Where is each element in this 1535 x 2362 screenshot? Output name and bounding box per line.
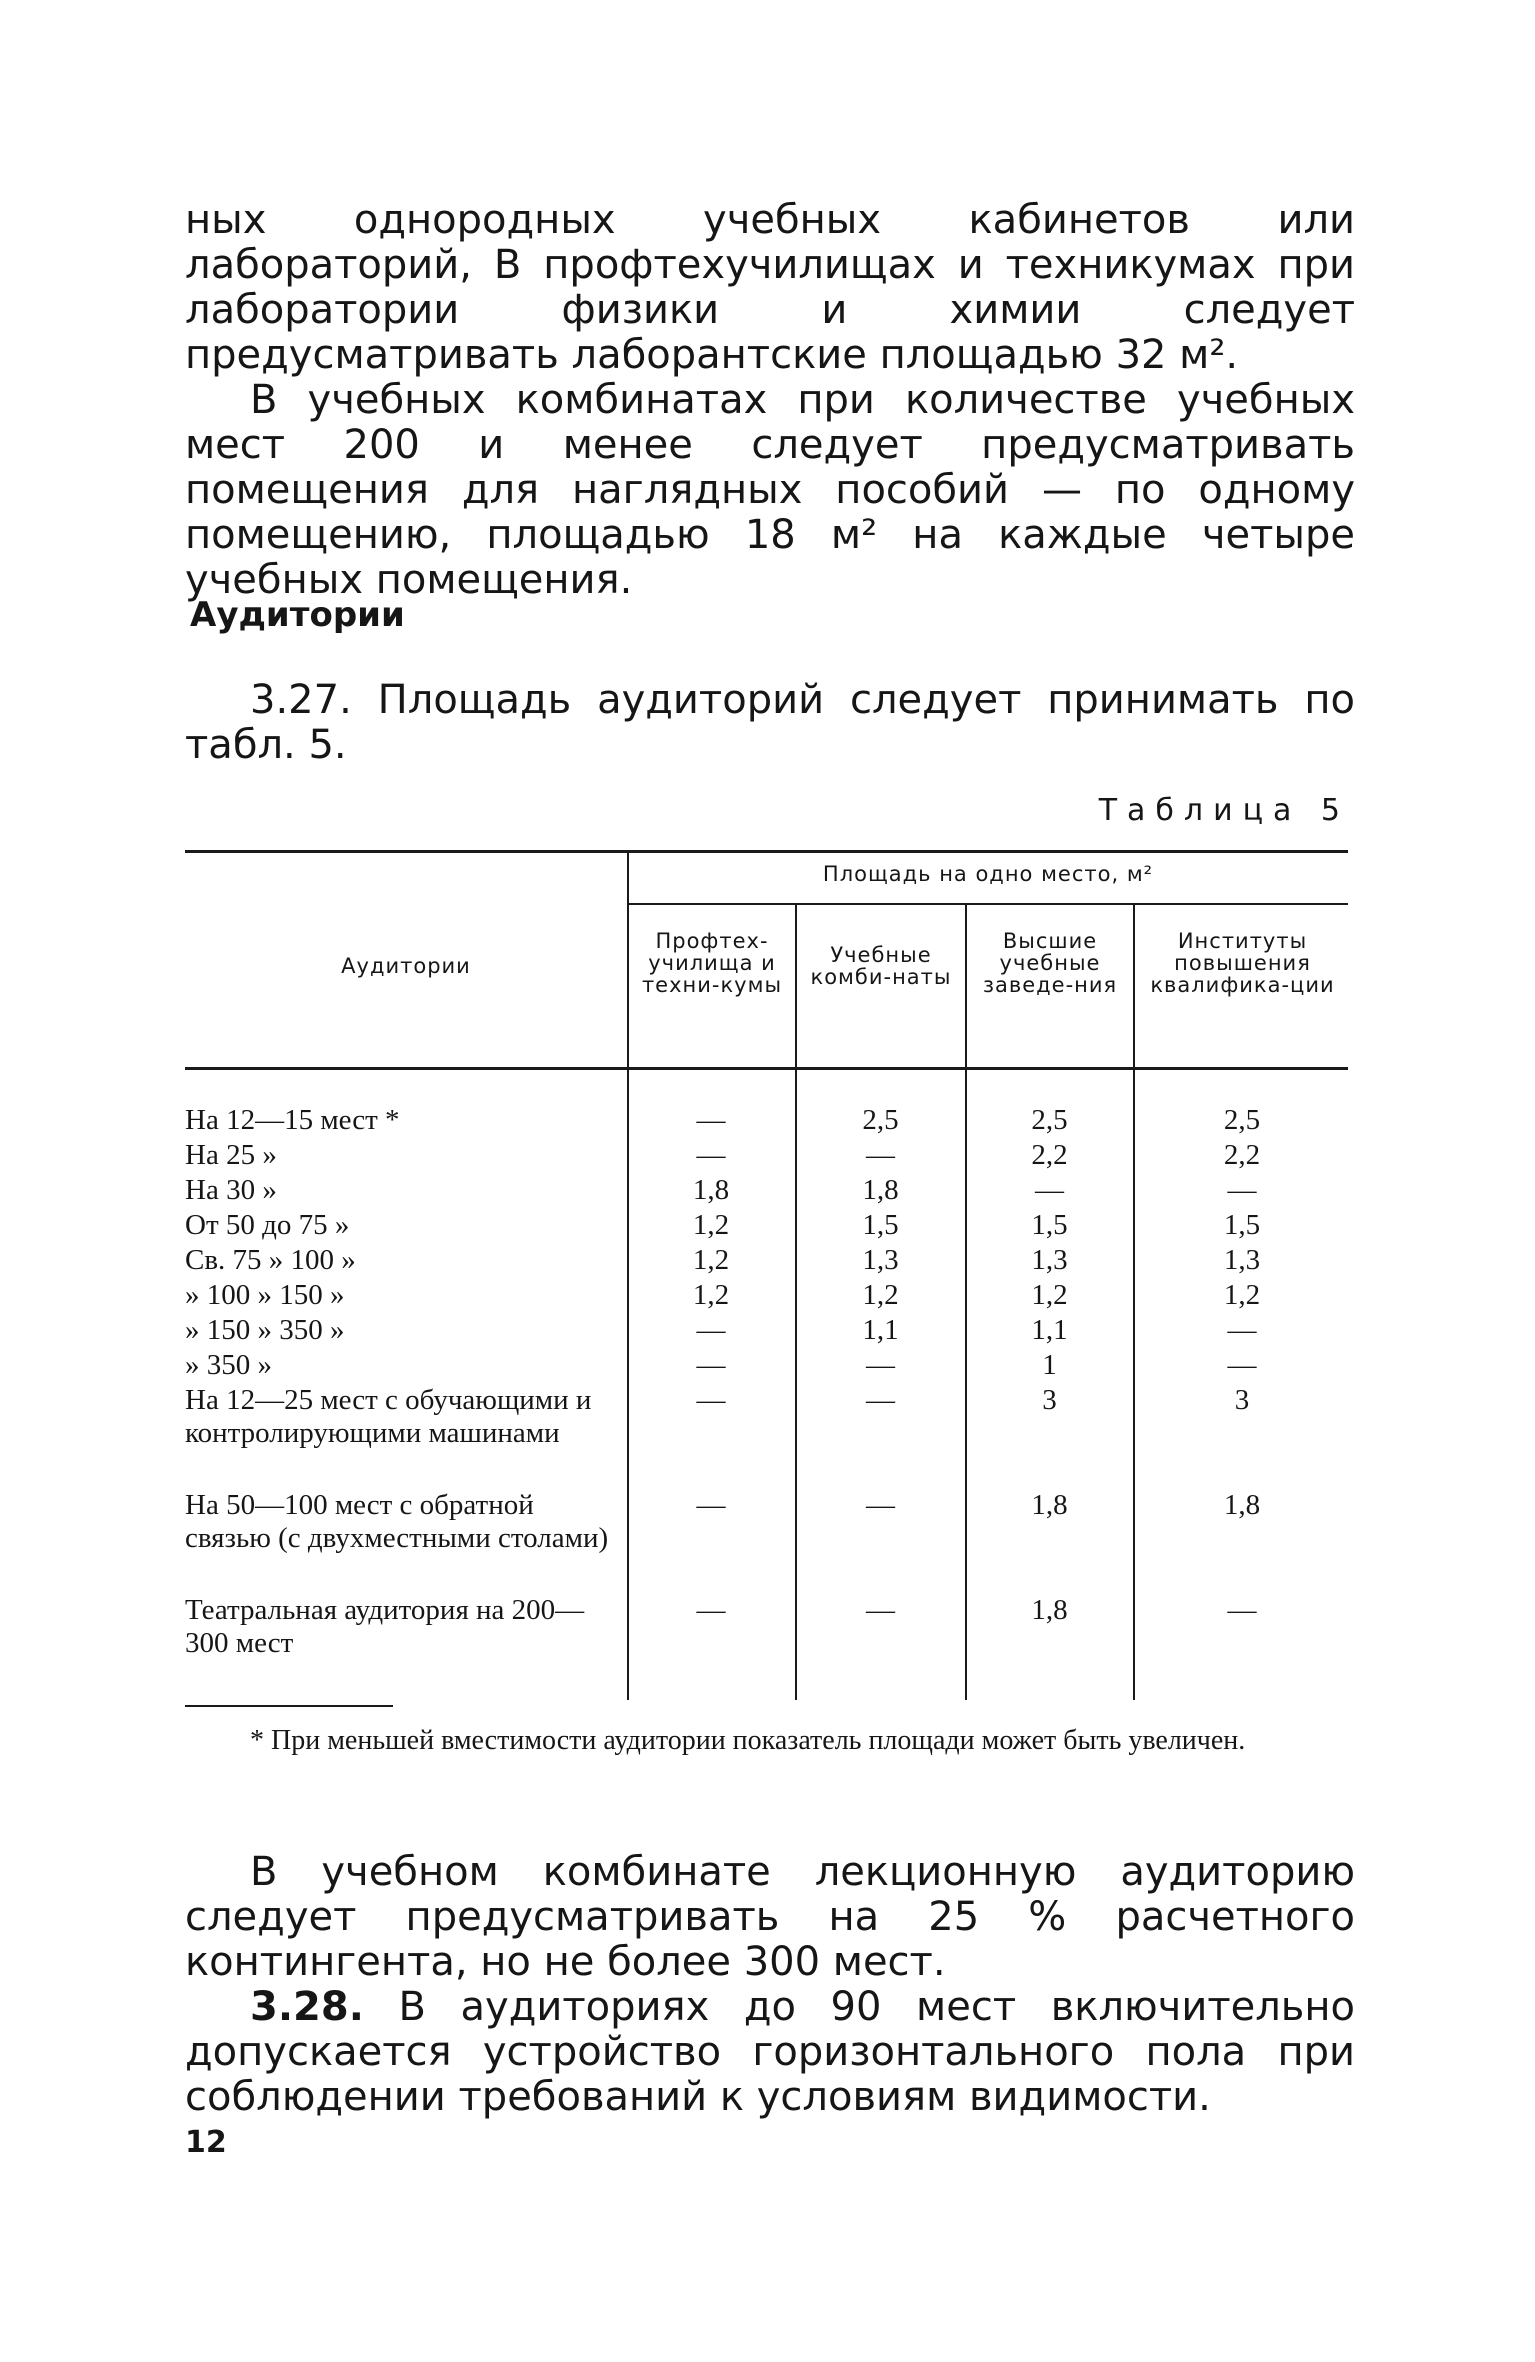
table-cell: — xyxy=(866,1349,895,1381)
table-cell: 2,2 xyxy=(1223,1139,1261,1171)
table-caption: Таблица 5 xyxy=(1098,793,1350,828)
table-cell: — xyxy=(696,1104,726,1136)
table-cell: — xyxy=(696,1139,726,1171)
table-cell: 1,2 xyxy=(692,1209,730,1241)
table-cell: — xyxy=(866,1139,895,1171)
table-cell: 2,5 xyxy=(1223,1104,1261,1136)
table-cell: 1,2 xyxy=(862,1279,899,1311)
table-cell: 1,1 xyxy=(862,1314,899,1346)
table-group-header: Площадь на одно место, м² xyxy=(822,862,1154,886)
table-cell: — xyxy=(1227,1174,1257,1206)
table-cell: 1,3 xyxy=(1031,1244,1068,1276)
column-header-vocational: Профтех-училища и техни-кумы xyxy=(641,929,783,997)
table-row-label: » 350 » xyxy=(185,1349,272,1381)
clause-number: 3.28. xyxy=(250,1984,364,2030)
table-row-label: На 25 » xyxy=(185,1139,277,1171)
table-row-label: От 50 до 75 » xyxy=(185,1209,350,1241)
table-cell: 1,8 xyxy=(862,1174,899,1206)
table-cell: — xyxy=(696,1314,726,1346)
table-cell: 1,3 xyxy=(1223,1244,1261,1276)
table-top-rule xyxy=(185,850,1348,853)
table-cell: 1,2 xyxy=(1031,1279,1068,1311)
table-cell: 2,2 xyxy=(1031,1139,1068,1171)
table-cell: 1,3 xyxy=(862,1244,899,1276)
table-cell: — xyxy=(1035,1174,1064,1206)
paragraph-lecture-hall: В учебном комбинате лекционную аудиторию следует предусматривать на 25 % расчетного контингента, но не более 300 мест. xyxy=(185,1849,1355,1985)
table-cell: — xyxy=(696,1489,726,1521)
column-header-institutes: Институты повышения квалифика-ции xyxy=(1150,929,1335,997)
table-cell: 1,5 xyxy=(862,1209,899,1241)
table-row-label: На 50—100 мест с обратной связью (с двухместными столами) xyxy=(185,1489,609,1554)
table-cell: — xyxy=(696,1384,726,1416)
table-cell: 1,8 xyxy=(692,1174,730,1206)
table-cell: 1,1 xyxy=(1031,1314,1068,1346)
table-cell: — xyxy=(866,1489,895,1521)
table-divider-stub xyxy=(627,852,629,1700)
table-cell: 2,5 xyxy=(1031,1104,1068,1136)
clause-number: 3.27. xyxy=(250,677,352,723)
table-cell: — xyxy=(1227,1314,1257,1346)
table-row-label: » 100 » 150 » xyxy=(185,1279,345,1311)
page-number: 12 xyxy=(185,2125,227,2160)
table-cell: 3 xyxy=(1234,1384,1250,1416)
table-stub-header: Аудитории xyxy=(341,954,471,978)
table-cell: — xyxy=(1227,1349,1257,1381)
table-cell: — xyxy=(866,1594,895,1626)
table-cell: 3 xyxy=(1042,1384,1057,1416)
table-row-label: На 30 » xyxy=(185,1174,277,1206)
table-cell: — xyxy=(696,1594,726,1626)
footnote-rule xyxy=(185,1705,393,1707)
table-divider-col1 xyxy=(795,904,797,1700)
clause-text: В аудиториях до 90 мест включительно допускается устройство горизонтального пола при соблюдении требований к условиям видимости. xyxy=(185,1984,1355,2120)
table-divider-col2 xyxy=(965,904,967,1700)
paragraph-3-27 xyxy=(185,678,1355,768)
table-cell: 2,5 xyxy=(862,1104,899,1136)
table-cell: 1,2 xyxy=(692,1244,730,1276)
table-header-rule xyxy=(185,1067,1348,1070)
table-cell: 1,2 xyxy=(692,1279,730,1311)
table-row-label: На 12—15 мест * xyxy=(185,1104,400,1136)
table-row-label: Св. 75 » 100 » xyxy=(185,1244,356,1276)
paragraph-continuation: ных однородных учебных кабинетов или лабораторий, В профтехучилищах и техникумах при лаборатории физики и химии следует предусматривать лаборантские площадью 32 м². xyxy=(185,197,1355,378)
column-header-training-centers: Учебные комби-наты xyxy=(810,943,952,989)
paragraph-teaching-aids: В учебных комбинатах при количестве учебных мест 200 и менее следует предусматривать помещения для наглядных пособий — по одному помещению, площадью 18 м² на каждые четыре учебных помещения. xyxy=(185,377,1355,603)
table-cell: 1,8 xyxy=(1031,1489,1068,1521)
paragraph-3-28 xyxy=(185,1985,1355,2120)
table-cell: 1,5 xyxy=(1223,1209,1261,1241)
table-cell: 1,2 xyxy=(1223,1279,1261,1311)
table-cell: 1,8 xyxy=(1223,1489,1261,1521)
table-cell: — xyxy=(696,1349,726,1381)
clause-text: Площадь аудиторий следует принимать по табл. 5. xyxy=(185,677,1356,768)
table-cell: 1,8 xyxy=(1031,1594,1068,1626)
table-cell: — xyxy=(866,1384,895,1416)
table-footnote: * При меньшей вместимости аудитории показатель площади может быть увеличен. xyxy=(250,1725,1246,1756)
table-group-rule xyxy=(628,903,1348,905)
table-divider-col3 xyxy=(1133,904,1135,1700)
table-cell: — xyxy=(1227,1594,1257,1626)
section-heading: Аудитории xyxy=(190,595,405,635)
column-header-universities: Высшие учебные заведе-ния xyxy=(982,929,1118,997)
table-row-label: » 150 » 350 » xyxy=(185,1314,345,1346)
table-cell: 1 xyxy=(1042,1349,1057,1381)
table-row-label: На 12—25 мест с обучающими и контролирующими машинами xyxy=(185,1384,592,1449)
table-row-label: Театральная аудитория на 200—300 мест xyxy=(185,1594,585,1659)
table-cell: 1,5 xyxy=(1031,1209,1068,1241)
